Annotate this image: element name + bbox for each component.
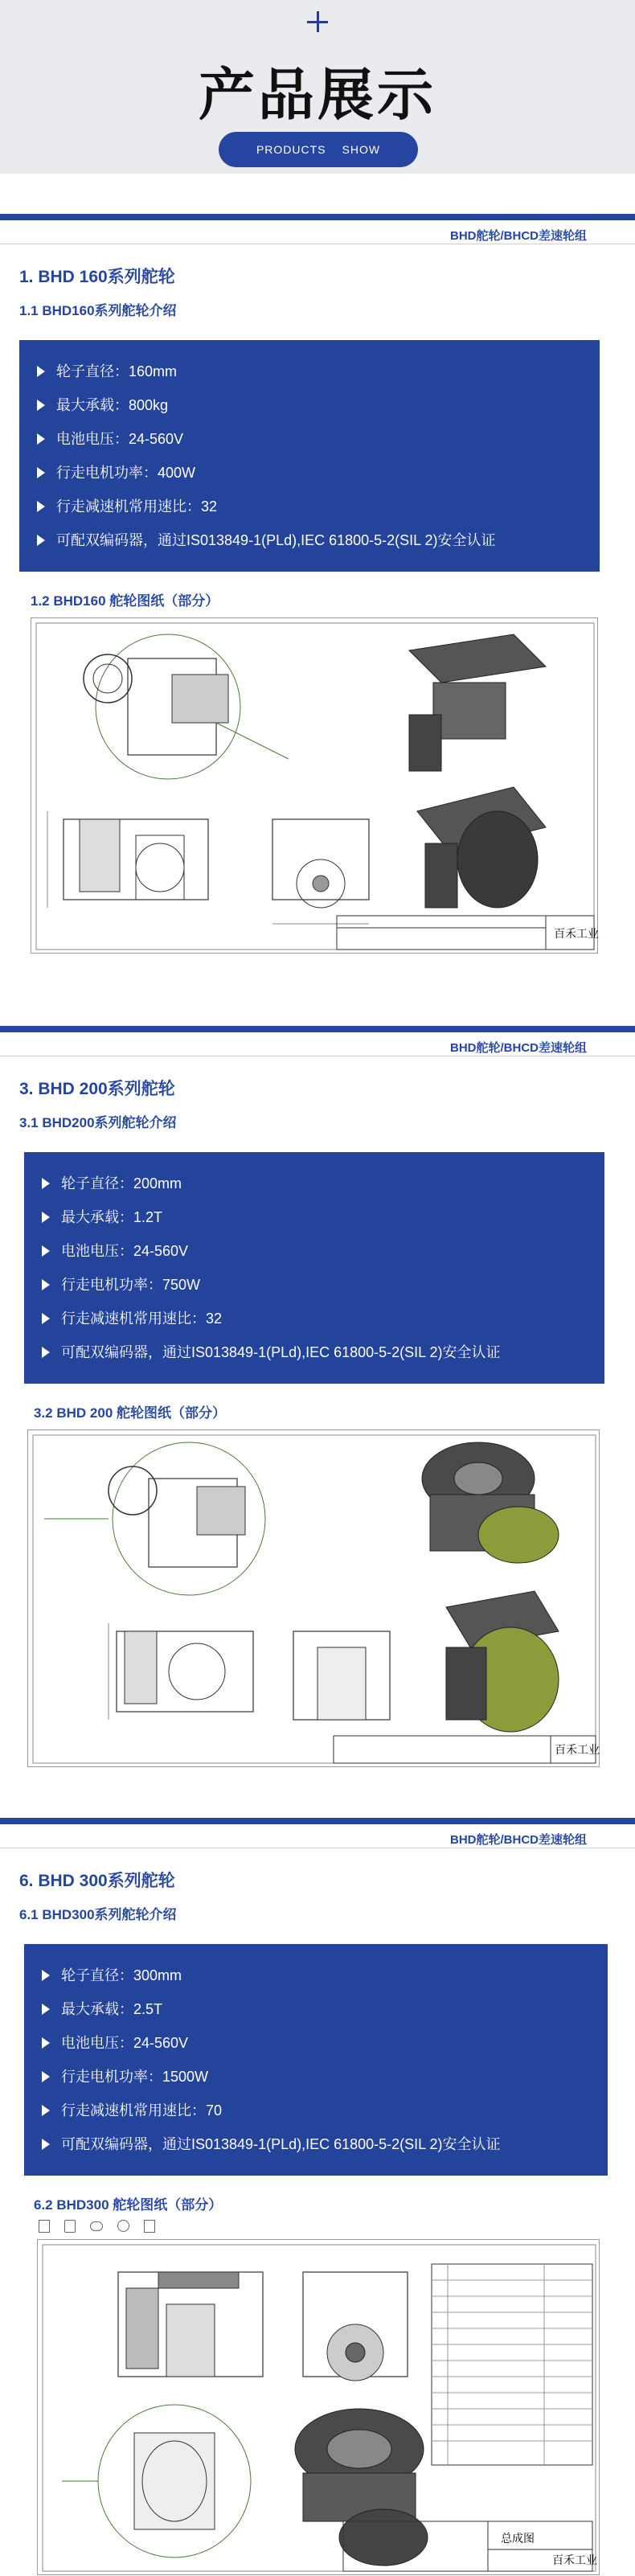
triangle-bullet-icon [37, 433, 45, 445]
section-title: 3. BHD 200系列舵轮 [19, 1080, 175, 1098]
triangle-bullet-icon [42, 2037, 50, 2049]
spec-text: 最大承载：800kg [56, 397, 169, 413]
spec-item [42, 2094, 590, 2127]
spec-item [37, 355, 582, 388]
link-icon[interactable] [90, 2221, 103, 2231]
spec-text: 轮子直径：200mm [61, 1175, 182, 1192]
copy-icon[interactable] [144, 2220, 155, 2233]
triangle-bullet-icon [42, 1970, 50, 1981]
spec-list [19, 340, 600, 572]
spec-text: 行走电机功率：1500W [61, 2069, 209, 2085]
section-bhd200 [0, 1026, 635, 1818]
spec-text: 最大承载：1.2T [61, 1209, 163, 1225]
drawing-svg [31, 618, 599, 954]
triangle-bullet-icon [37, 400, 45, 411]
company-name: 百禾工业 [555, 1744, 600, 1757]
triangle-bullet-icon [42, 1279, 50, 1290]
spec-list [24, 1944, 608, 2176]
triangle-bullet-icon [37, 535, 45, 546]
section-divider [0, 1026, 635, 1032]
triangle-bullet-icon [37, 501, 45, 512]
section-divider [0, 1818, 635, 1824]
plus-icon [307, 11, 328, 32]
triangle-bullet-icon [42, 1347, 50, 1358]
triangle-bullet-icon [42, 1245, 50, 1257]
spec-text: 电池电压：24-560V [61, 1243, 189, 1259]
spec-item [42, 2127, 590, 2161]
spec-item [37, 456, 582, 490]
section-tag-line [0, 220, 635, 244]
triangle-bullet-icon [42, 2004, 50, 2015]
triangle-bullet-icon [42, 2071, 50, 2082]
triangle-bullet-icon [42, 1178, 50, 1189]
section-tag-line [0, 1032, 635, 1056]
spec-item [42, 1167, 587, 1200]
spec-item [37, 388, 582, 422]
triangle-bullet-icon [37, 467, 45, 478]
triangle-bullet-icon [42, 2105, 50, 2116]
spec-item [42, 1302, 587, 1335]
drawing-title: 6.2 BHD300 舵轮图纸（部分） [34, 2197, 223, 2213]
spec-text: 轮子直径：160mm [56, 363, 178, 379]
intro-title: 6.1 BHD300系列舵轮介绍 [19, 1907, 177, 1922]
triangle-bullet-icon [42, 1212, 50, 1223]
section-tag-line [0, 1824, 635, 1848]
badge-word-1: PRODUCTS [256, 143, 326, 156]
spec-item [42, 1992, 590, 2026]
drawing-svg [28, 1430, 600, 1768]
triangle-bullet-icon [42, 1313, 50, 1324]
drawing-title: 3.2 BHD 200 舵轮图纸（部分） [34, 1405, 226, 1421]
spec-item [42, 1335, 587, 1369]
spec-list [24, 1152, 604, 1384]
drawing-toolbar [39, 2220, 635, 2233]
refresh-icon[interactable] [117, 2220, 129, 2232]
technical-drawing [37, 2239, 600, 2575]
drawing-title: 1.2 BHD160 舵轮图纸（部分） [31, 593, 219, 609]
section-tag: BHD舵轮/BHCD差速轮组 [450, 1041, 587, 1055]
spec-text: 行走电机功率：750W [61, 1277, 201, 1293]
section-divider [0, 214, 635, 220]
spec-text: 轮子直径：300mm [61, 1967, 182, 1983]
technical-drawing [31, 617, 598, 954]
spec-item [37, 523, 582, 557]
section-title: 6. BHD 300系列舵轮 [19, 1872, 175, 1890]
spec-text: 可配双编码器，通过IS013849-1(PLd),IEC 61800-5-2(SIL 2)安全认证 [61, 1344, 501, 1360]
spec-item [42, 1234, 587, 1268]
company-name: 百禾工业 [554, 928, 599, 941]
triangle-bullet-icon [37, 366, 45, 377]
drawing-svg [38, 2240, 600, 2576]
section-bhd160 [0, 214, 635, 1026]
badge-word-2: SHOW [342, 143, 381, 156]
edit-icon[interactable] [64, 2220, 76, 2233]
spec-item [42, 1268, 587, 1302]
spec-item [37, 422, 582, 456]
spec-text: 行走减速机常用速比：70 [61, 2102, 223, 2119]
spec-text: 电池电压：24-560V [56, 431, 184, 447]
section-tag: BHD舵轮/BHCD差速轮组 [450, 1833, 587, 1847]
spec-text: 行走电机功率：400W [56, 465, 196, 481]
section-title: 1. BHD 160系列舵轮 [19, 268, 175, 286]
spec-text: 可配双编码器，通过IS013849-1(PLd),IEC 61800-5-2(SIL 2)安全认证 [56, 532, 496, 548]
spec-item [42, 2026, 590, 2060]
spec-text: 可配双编码器，通过IS013849-1(PLd),IEC 61800-5-2(SIL 2)安全认证 [61, 2136, 501, 2152]
hero-banner [0, 0, 635, 174]
file-icon[interactable] [39, 2220, 50, 2233]
spec-text: 最大承载：2.5T [61, 2001, 163, 2017]
title-block-label: 总成图 [501, 2533, 535, 2545]
spec-text: 行走减速机常用速比：32 [61, 1311, 223, 1327]
spec-text: 行走减速机常用速比：32 [56, 498, 218, 515]
intro-title: 3.1 BHD200系列舵轮介绍 [19, 1115, 177, 1130]
spec-item [42, 2060, 590, 2094]
spec-item [42, 1200, 587, 1234]
products-show-badge [219, 132, 418, 167]
technical-drawing [27, 1430, 600, 1767]
spec-text: 电池电压：24-560V [61, 2035, 189, 2051]
intro-title: 1.1 BHD160系列舵轮介绍 [19, 303, 177, 318]
section-bhd300 [0, 1818, 635, 2575]
page-title: 产品展示 [199, 62, 436, 128]
spec-item [42, 1959, 590, 1992]
spec-item [37, 490, 582, 523]
triangle-bullet-icon [42, 2139, 50, 2150]
section-tag: BHD舵轮/BHCD差速轮组 [450, 229, 587, 243]
company-name: 百禾工业 [552, 2554, 597, 2567]
